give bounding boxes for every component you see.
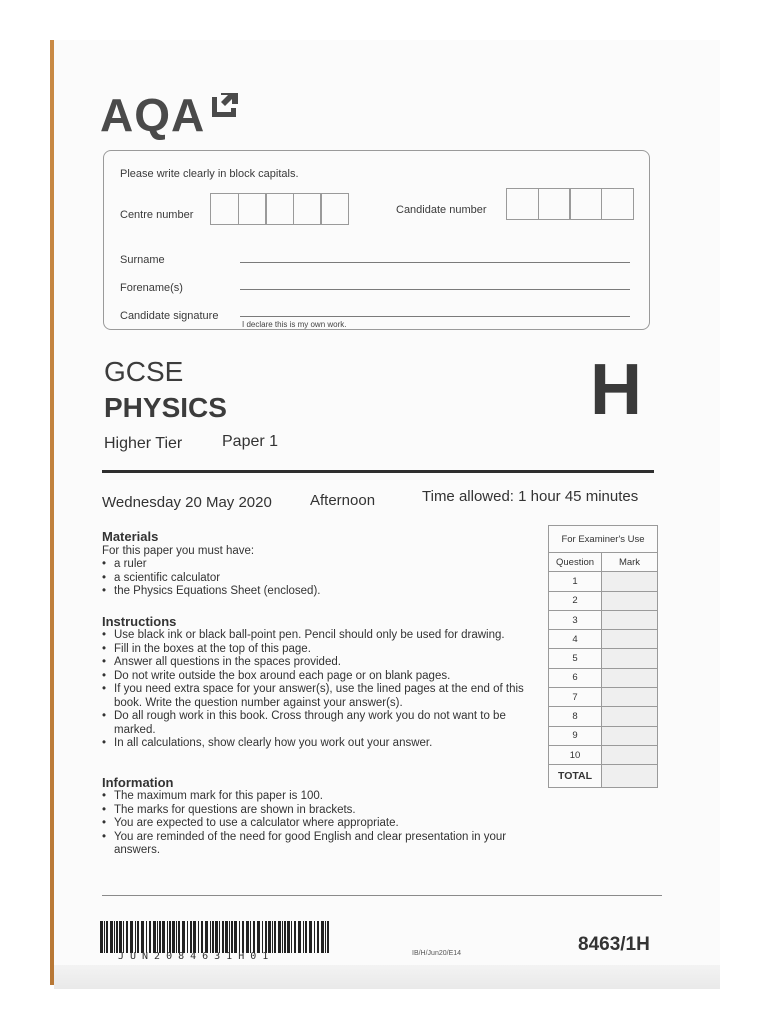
materials-item: • a ruler bbox=[114, 558, 522, 572]
mark-cell[interactable] bbox=[602, 726, 658, 745]
column-header-mark: Mark bbox=[602, 553, 658, 572]
aqa-logo-text: AQA bbox=[100, 89, 206, 141]
information-item: • The marks for questions are shown in brackets. bbox=[114, 804, 512, 818]
question-number: 3 bbox=[549, 610, 602, 629]
mark-cell[interactable] bbox=[602, 649, 658, 668]
candidate-number-label: Candidate number bbox=[396, 204, 487, 216]
instruction-item: • If you need extra space for your answer(s), use the lined pages at the end of this book. Write the question number against your answer(s). bbox=[114, 683, 530, 710]
centre-number-label: Centre number bbox=[120, 209, 194, 221]
question-number: 2 bbox=[549, 591, 602, 610]
centre-digit-box[interactable] bbox=[210, 193, 239, 225]
instruction-item: • Do not write outside the box around each page or on blank pages. bbox=[114, 670, 530, 684]
mark-cell[interactable] bbox=[602, 707, 658, 726]
exam-session: Afternoon bbox=[310, 492, 376, 509]
subject-title: PHYSICS bbox=[104, 392, 227, 423]
centre-digit-box[interactable] bbox=[293, 193, 322, 225]
aqa-logo-mark-icon bbox=[210, 91, 240, 119]
mark-cell[interactable] bbox=[602, 745, 658, 764]
barcode-text: JUN2084631H01 bbox=[118, 951, 275, 962]
footer-rule bbox=[102, 895, 662, 896]
tier-letter: H bbox=[590, 350, 642, 430]
question-number: 8 bbox=[549, 707, 602, 726]
instructions-section bbox=[102, 614, 530, 751]
question-number: 1 bbox=[549, 572, 602, 591]
centre-number-boxes[interactable] bbox=[210, 193, 349, 225]
question-number: 4 bbox=[549, 630, 602, 649]
instruction-item: • Do all rough work in this book. Cross through any work you do not want to be marked. bbox=[114, 710, 530, 737]
materials-item: • a scientific calculator bbox=[114, 572, 522, 586]
paper-label: Paper 1 bbox=[222, 433, 279, 450]
mark-cell[interactable] bbox=[602, 688, 658, 707]
centre-digit-box[interactable] bbox=[238, 193, 267, 225]
forename-field[interactable] bbox=[240, 289, 630, 290]
candidate-digit-box[interactable] bbox=[538, 188, 571, 220]
information-item: • You are reminded of the need for good English and clear presentation in your answers. bbox=[114, 831, 512, 858]
declaration-text: I declare this is my own work. bbox=[242, 320, 347, 329]
tier-label: Higher Tier bbox=[104, 435, 183, 452]
question-number: 9 bbox=[549, 726, 602, 745]
centre-digit-box[interactable] bbox=[320, 193, 349, 225]
materials-intro: For this paper you must have: bbox=[102, 545, 255, 557]
candidate-number-boxes[interactable] bbox=[506, 188, 634, 220]
paper-reference: IB/H/Jun20/E14 bbox=[412, 950, 462, 957]
mark-cell[interactable] bbox=[602, 630, 658, 649]
question-number: 5 bbox=[549, 649, 602, 668]
information-title: Information bbox=[102, 775, 174, 790]
signature-label: Candidate signature bbox=[120, 310, 219, 322]
total-mark-cell[interactable] bbox=[602, 765, 658, 788]
question-number: 10 bbox=[549, 745, 602, 764]
signature-field[interactable] bbox=[240, 316, 630, 317]
column-header-question: Question bbox=[549, 553, 602, 572]
candidate-digit-box[interactable] bbox=[506, 188, 539, 220]
heading-rule bbox=[102, 470, 654, 473]
examiner-use-table bbox=[548, 525, 658, 788]
centre-digit-box[interactable] bbox=[265, 193, 294, 225]
mark-cell[interactable] bbox=[602, 572, 658, 591]
mark-cell[interactable] bbox=[602, 668, 658, 687]
candidate-digit-box[interactable] bbox=[601, 188, 634, 220]
total-label: TOTAL bbox=[549, 765, 602, 788]
instruction-item: • Fill in the boxes at the top of this page. bbox=[114, 643, 530, 657]
instruction-item: • Answer all questions in the spaces provided. bbox=[114, 656, 530, 670]
instructions-title: Instructions bbox=[102, 614, 177, 629]
barcode-icon bbox=[100, 921, 332, 953]
page-shadow bbox=[54, 965, 720, 989]
mark-cell[interactable] bbox=[602, 610, 658, 629]
examiner-table-title: For Examiner's Use bbox=[549, 526, 658, 553]
surname-label: Surname bbox=[120, 254, 165, 266]
question-number: 7 bbox=[549, 688, 602, 707]
instruction-item: • In all calculations, show clearly how you work out your answer. bbox=[114, 737, 530, 751]
information-item: • You are expected to use a calculator where appropriate. bbox=[114, 817, 512, 831]
details-instruction: Please write clearly in block capitals. bbox=[120, 168, 299, 180]
forename-label: Forename(s) bbox=[120, 282, 183, 294]
materials-item: • the Physics Equations Sheet (enclosed). bbox=[114, 585, 522, 599]
materials-section bbox=[102, 529, 522, 599]
qualification-title: GCSE bbox=[104, 356, 184, 387]
candidate-digit-box[interactable] bbox=[569, 188, 602, 220]
question-number: 6 bbox=[549, 668, 602, 687]
information-item: • The maximum mark for this paper is 100. bbox=[114, 790, 512, 804]
exam-date: Wednesday 20 May 2020 bbox=[102, 494, 272, 511]
paper-code: 8463/1H bbox=[578, 934, 650, 955]
instruction-item: • Use black ink or black ball-point pen. Pencil should only be used for drawing. bbox=[114, 629, 530, 643]
mark-cell[interactable] bbox=[602, 591, 658, 610]
information-section bbox=[102, 775, 512, 858]
materials-title: Materials bbox=[102, 529, 159, 544]
time-allowed: Time allowed: 1 hour 45 minutes bbox=[422, 488, 639, 505]
surname-field[interactable] bbox=[240, 262, 630, 263]
